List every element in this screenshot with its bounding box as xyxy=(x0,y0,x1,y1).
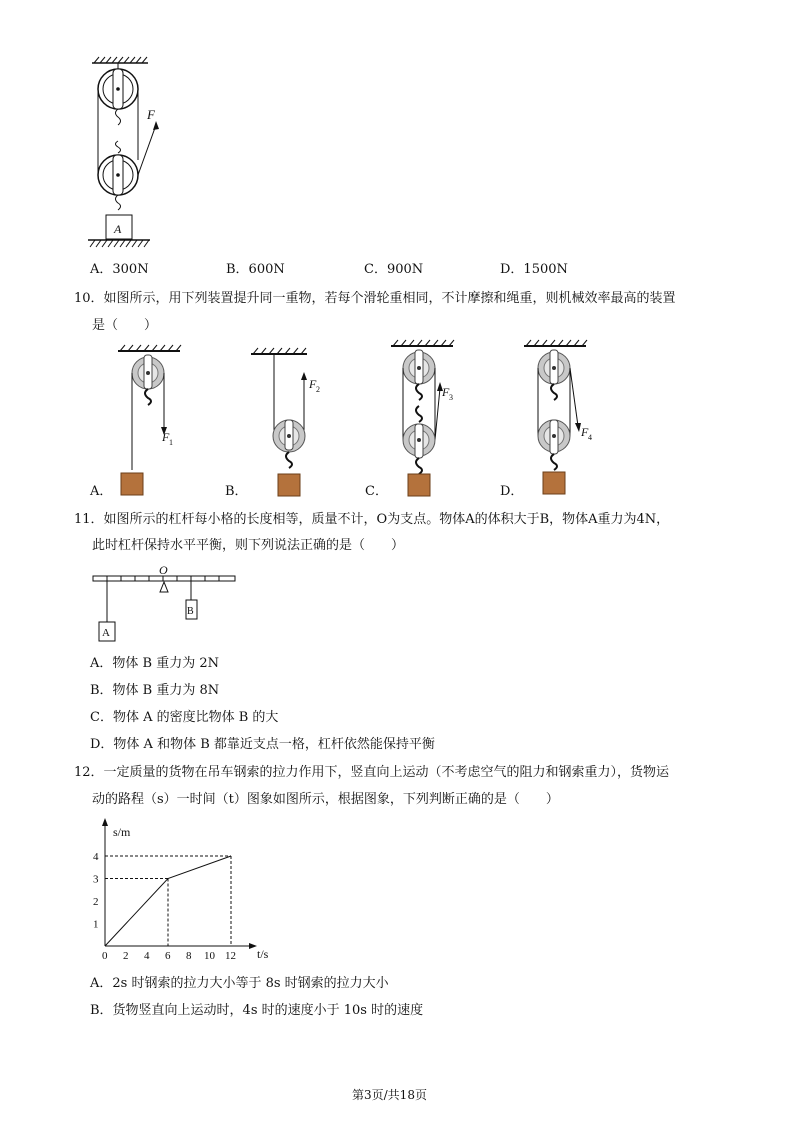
q9-option-d: D．1500N xyxy=(500,262,568,277)
q10-d-force-label: F xyxy=(581,425,589,439)
q9-box-label: A xyxy=(114,222,122,236)
q12-st-chart xyxy=(85,818,285,968)
q11-question-line1: 11．如图所示的杠杆每小格的长度相等，质量不计，O为支点。物体A的体积大于B，物体A重力为4N， xyxy=(74,512,670,527)
q11-question-line2: 此时杠杆保持水平平衡，则下列说法正确的是（ ） xyxy=(92,538,405,553)
q10-a-force-label: F xyxy=(162,430,170,444)
q11-pivot-label: O xyxy=(159,563,168,577)
q10-figure-b xyxy=(245,350,335,500)
q10-figure-a xyxy=(110,345,200,500)
q10-b-force-label: F xyxy=(309,377,317,391)
q9-option-c: C．900N xyxy=(364,262,424,277)
q10-figure-c xyxy=(385,340,475,500)
x-tick-label: 6 xyxy=(165,950,171,962)
y-axis-label: s/m xyxy=(113,825,131,839)
q10-figure-d xyxy=(520,340,610,500)
q10-question-line1: 10．如图所示，用下列装置提升同一重物，若每个滑轮重相同，不计摩擦和绳重，则机械效率最高的装置 xyxy=(74,291,676,306)
q12-option-a: A．2s 时钢索的拉力大小等于 8s 时钢索的拉力大小 xyxy=(90,976,389,991)
q10-label-d: D． xyxy=(500,484,524,499)
q9-option-a: A．300N xyxy=(90,262,149,277)
q11-box-a-label: A xyxy=(102,627,110,639)
x-axis-arrow xyxy=(249,943,257,949)
x-tick-label: 4 xyxy=(144,950,150,962)
q11-option-a: A．物体 B 重力为 2N xyxy=(90,656,219,671)
q11-option-c: C．物体 A 的密度比物体 B 的大 xyxy=(90,710,279,725)
q10-c-force-sub: 3 xyxy=(449,393,453,402)
q11-lever-figure xyxy=(90,565,250,645)
q10-d-force-sub: 4 xyxy=(588,433,592,442)
q11-box-b-label: B xyxy=(187,606,194,617)
q10-c-force-label: F xyxy=(442,385,450,399)
q10-label-a: A． xyxy=(90,484,113,499)
q10-b-force-sub: 2 xyxy=(316,385,320,394)
x-tick-label: 10 xyxy=(204,950,215,962)
q11-option-d: D．物体 A 和物体 B 都靠近支点一格，杠杆依然能保持平衡 xyxy=(90,737,435,752)
x-tick-label: 2 xyxy=(123,950,129,962)
x-tick-label: 0 xyxy=(102,950,108,962)
y-axis-arrow xyxy=(102,818,108,826)
q10-question-line2: 是（ ） xyxy=(92,318,158,333)
x-tick-label: 8 xyxy=(186,950,192,962)
q9-pulley-figure xyxy=(80,55,170,255)
q10-label-c: C． xyxy=(365,484,388,499)
y-tick-label: 3 xyxy=(93,873,99,886)
x-axis-label: t/s xyxy=(257,947,269,961)
q11-option-b: B．物体 B 重力为 8N xyxy=(90,683,220,698)
y-tick-label: 4 xyxy=(93,851,99,863)
q9-option-b: B．600N xyxy=(226,262,285,277)
x-tick-label: 12 xyxy=(225,950,236,962)
q12-option-b: B．货物竖直向上运动时，4s 时的速度小于 10s 时的速度 xyxy=(90,1003,424,1018)
page-footer: 第3页/共18页 xyxy=(352,1088,427,1102)
y-tick-label: 1 xyxy=(93,918,99,931)
q12-question-line1: 12．一定质量的货物在吊车钢索的拉力作用下，竖直向上运动（不考虑空气的阻力和钢索重力），货物运 xyxy=(74,765,670,780)
q10-label-b: B． xyxy=(225,484,248,499)
q12-question-line2: 动的路程（s）一时间（t）图象如图所示，根据图象，下列判断正确的是（ ） xyxy=(92,792,559,807)
q9-force-label: F xyxy=(147,107,155,122)
y-tick-label: 2 xyxy=(93,896,99,908)
q10-a-force-sub: 1 xyxy=(169,438,173,447)
